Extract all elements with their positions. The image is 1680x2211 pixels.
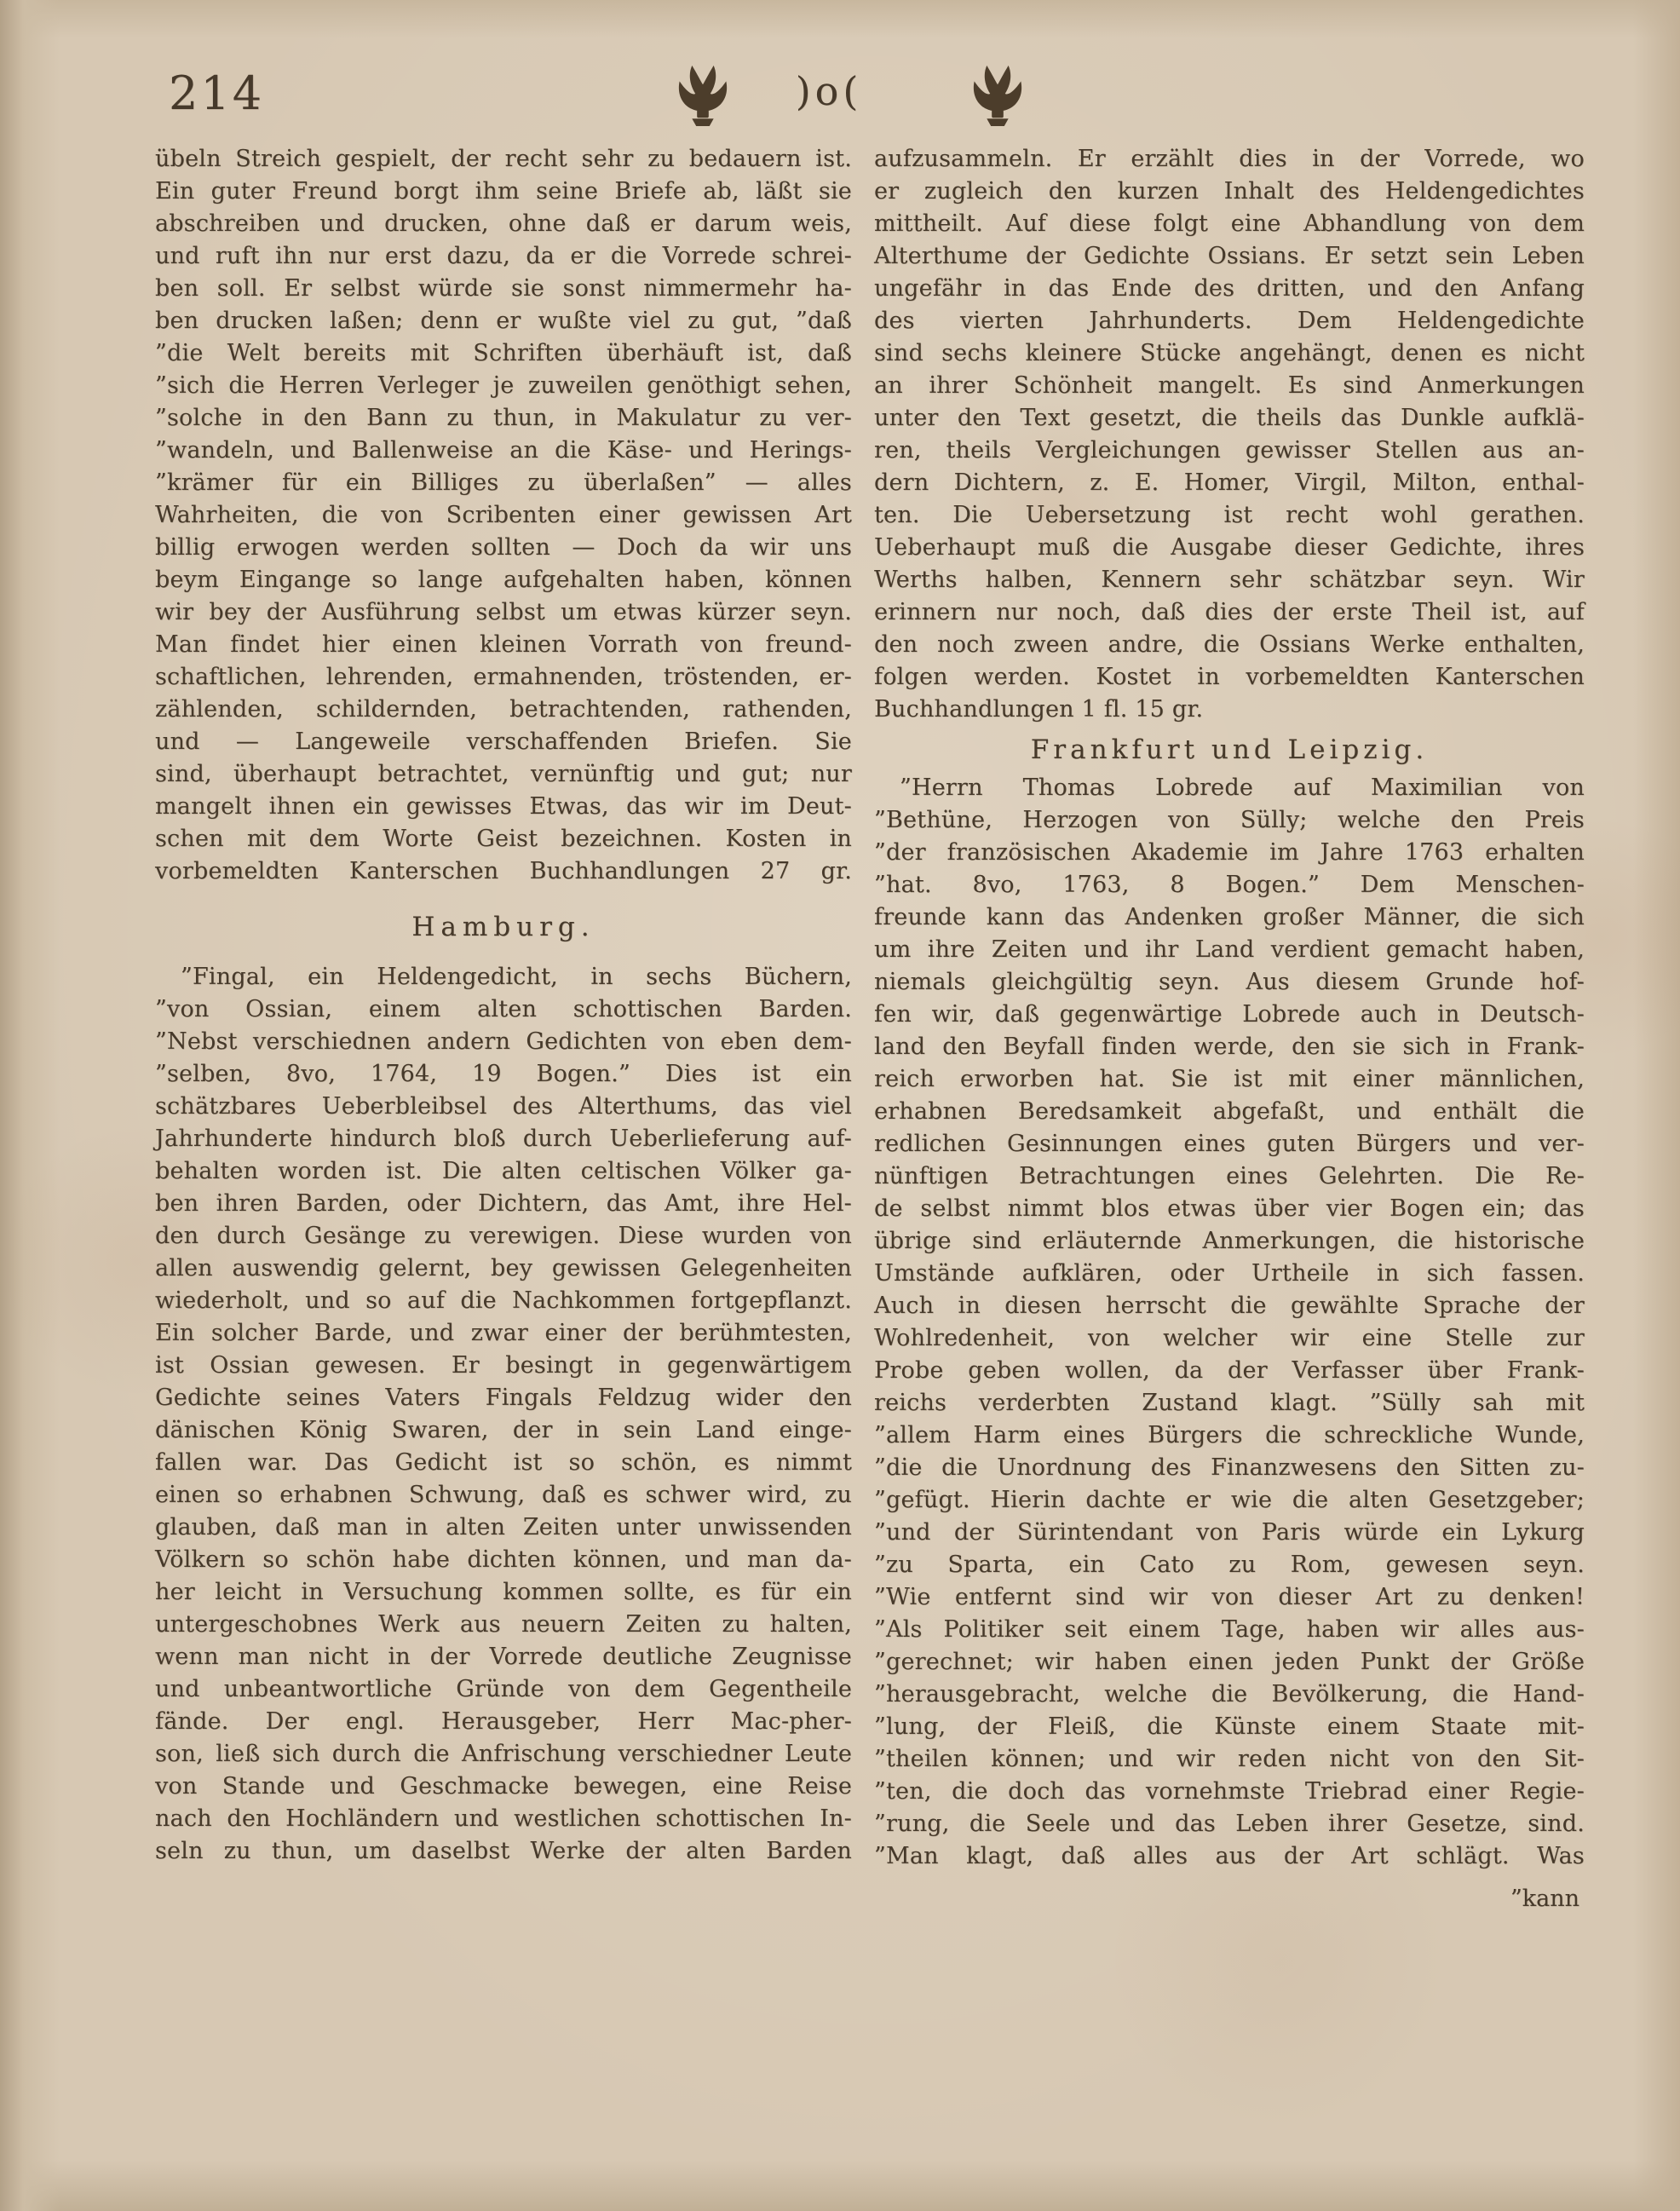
text-line: von Stande und Geschmacke bewegen, eine Reise [155, 1773, 852, 1799]
left-column [155, 143, 852, 1868]
text-line: ”sich die Herren Verleger je zuweilen genöthigt sehen, [155, 372, 852, 399]
text-line: redlichen Gesinnungen eines guten Bürgers und ver- [874, 1131, 1585, 1157]
text-line: unter den Text gesetzt, die theils das Dunkle aufklä- [874, 405, 1585, 431]
text-line: ”gefügt. Hierin dachte er wie die alten Gesetzgeber; [874, 1487, 1585, 1513]
text-line: schen mit dem Worte Geist bezeichnen. Kosten in [155, 826, 852, 852]
text-line: niemals gleichgültig seyn. Aus diesem Grunde hof- [874, 969, 1585, 995]
text-line: ben soll. Er selbst würde sie sonst nimmermehr ha- [155, 275, 852, 302]
text-line: folgen werden. Kostet in vorbemeldten Kanterschen [874, 664, 1585, 690]
text-line: ”von Ossian, einem alten schottischen Barden. [155, 996, 852, 1022]
text-line: aufzusammeln. Er erzählt dies in der Vorrede, wo [874, 146, 1585, 172]
text-line: Ueberhaupt muß die Ausgabe dieser Gedichte, ihres [874, 534, 1585, 561]
text-line: fallen war. Das Gedicht ist so schön, es nimmt [155, 1449, 852, 1476]
text-line: billig erwogen werden sollten — Doch da wir uns [155, 534, 852, 561]
text-line: sind, überhaupt betrachtet, vernünftig und gut; nur [155, 761, 852, 787]
paragraph [874, 143, 1585, 726]
text-line: seln zu thun, um daselbst Werke der alten Barden [155, 1838, 852, 1864]
text-line: erhabnen Beredsamkeit abgefaßt, und enthält die [874, 1098, 1585, 1125]
paragraph [874, 772, 1585, 1873]
right-column [874, 143, 1585, 1915]
text-line: schaftlichen, lehrenden, ermahnenden, tröstenden, er- [155, 664, 852, 690]
text-line: Man findet hier einen kleinen Vorrath von freund- [155, 631, 852, 658]
text-line: ”Als Politiker seit einem Tage, haben wir alles aus- [874, 1616, 1585, 1643]
text-line: reich erworben hat. Sie ist mit einer männlichen, [874, 1066, 1585, 1092]
text-line: Wahrheiten, die von Scribenten einer gewissen Art [155, 502, 852, 528]
text-line: ben drucken laßen; denn er wußte viel zu gut, ”daß [155, 308, 852, 334]
text-line: de selbst nimmt blos etwas über vier Bogen ein; das [874, 1195, 1585, 1222]
text-line: übrige sind erläuternde Anmerkungen, die historische [874, 1228, 1585, 1254]
shell-ornament-icon [670, 58, 736, 131]
text-line: ”zu Sparta, ein Cato zu Rom, gewesen seyn. [874, 1552, 1585, 1578]
text-line: einen so erhabnen Schwung, daß es schwer wird, zu [155, 1482, 852, 1508]
text-line: Probe geben wollen, da der Verfasser über Frank- [874, 1357, 1585, 1384]
text-line: ”Man klagt, daß alles aus der Art schlägt. Was [874, 1843, 1585, 1869]
text-line: ”die Welt bereits mit Schriften überhäuft ist, daß [155, 340, 852, 366]
text-line: ”Nebst verschiednen andern Gedichten von eben dem- [155, 1028, 852, 1055]
text-line: den durch Gesänge zu verewigen. Diese wurden von [155, 1223, 852, 1249]
text-line: untergeschobnes Werk aus neuern Zeiten zu halten, [155, 1611, 852, 1638]
text-line: ”lung, der Fleiß, die Künste einem Staate mit- [874, 1713, 1585, 1740]
text-line: ten. Die Uebersetzung ist recht wohl gerathen. [874, 502, 1585, 528]
text-line: mittheilt. Auf diese folgt eine Abhandlung von dem [874, 210, 1585, 237]
text-line: land den Beyfall finden werde, den sie sich in Frank- [874, 1034, 1585, 1060]
text-line: ”hat. 8vo, 1763, 8 Bogen.” Dem Menschen- [874, 872, 1585, 898]
text-line: Alterthume der Gedichte Ossians. Er setzt sein Leben [874, 243, 1585, 269]
text-line: ist Ossian gewesen. Er besingt in gegenwärtigem [155, 1352, 852, 1379]
text-line: und — Langeweile verschaffenden Briefen. Sie [155, 728, 852, 755]
text-line: Werths halben, Kennern sehr schätzbar seyn. Wir [874, 567, 1585, 593]
text-line: nünftigen Betrachtungen eines Gelehrten. Die Re- [874, 1163, 1585, 1189]
text-line: nach den Hochländern und westlichen schottischen In- [155, 1805, 852, 1832]
text-line: dern Dichtern, z. E. Homer, Virgil, Milton, enthal- [874, 469, 1585, 496]
text-line: ”ten, die doch das vornehmste Triebrad einer Regie- [874, 1778, 1585, 1805]
text-line: ”Fingal, ein Heldengedicht, in sechs Büchern, [181, 964, 852, 990]
text-line: Umstände aufklären, oder Urtheile in sich fassen. [874, 1260, 1585, 1287]
text-line: Ein solcher Barde, und zwar einer der berühmtesten, [155, 1320, 852, 1346]
text-line: vorbemeldten Kanterschen Buchhandlungen 27 gr. [155, 858, 852, 884]
text-line: um ihre Zeiten und ihr Land verdient gemacht haben, [874, 936, 1585, 963]
text-line: wiederholt, und so auf die Nachkommen fortgepflanzt. [155, 1287, 852, 1314]
text-line: behalten worden ist. Die alten celtischen Völker ga- [155, 1158, 852, 1184]
paragraph [155, 961, 852, 1868]
text-line: ”solche in den Bann zu thun, in Makulatur zu ver- [155, 405, 852, 431]
text-line: fände. Der engl. Herausgeber, Herr Mac-pher- [155, 1708, 852, 1735]
text-line: ”Wie entfernt sind wir von dieser Art zu denken! [874, 1584, 1585, 1610]
text-line: mangelt ihnen ein gewisses Etwas, das wir im Deut- [155, 793, 852, 820]
text-line: ”Herrn Thomas Lobrede auf Maximilian von [900, 774, 1585, 801]
text-line: wenn man nicht in der Vorrede deutliche Zeugnisse [155, 1644, 852, 1670]
text-line: schätzbares Ueberbleibsel des Alterthums, das viel [155, 1093, 852, 1120]
text-line: übeln Streich gespielt, der recht sehr zu bedauern ist. [155, 146, 852, 172]
signature-mark: )o( [795, 68, 863, 114]
text-line: ben ihren Barden, oder Dichtern, das Amt, ihre Hel- [155, 1190, 852, 1217]
text-line: ”theilen können; und wir reden nicht von den Sit- [874, 1746, 1585, 1772]
text-line: glauben, daß man in alten Zeiten unter unwissenden [155, 1514, 852, 1540]
text-line: den noch zween andre, die Ossians Werke enthalten, [874, 631, 1585, 658]
text-line: ”und der Sürintendant von Paris würde ein Lykurg [874, 1519, 1585, 1546]
text-line: ”Bethüne, Herzogen von Sülly; welche den Preis [874, 807, 1585, 833]
text-line: reichs verderbten Zustand klagt. ”Sülly sah mit [874, 1390, 1585, 1416]
text-line: Auch in diesen herrscht die gewählte Sprache der [874, 1293, 1585, 1319]
page-header [0, 0, 1680, 145]
text-line: abschreiben und drucken, ohne daß er darum weis, [155, 210, 852, 237]
text-line: fen wir, daß gegenwärtige Lobrede auch in Deutsch- [874, 1001, 1585, 1028]
text-line: Wohlredenheit, von welcher wir eine Stelle zur [874, 1325, 1585, 1351]
text-line: ”der französischen Akademie im Jahre 1763 erhalten [874, 839, 1585, 866]
text-line: allen auswendig gelernt, bey gewissen Gelegenheiten [155, 1255, 852, 1281]
text-line: wir bey der Ausführung selbst um etwas kürzer seyn. [155, 599, 852, 625]
text-line: ”allem Harm eines Bürgers die schreckliche Wunde, [874, 1422, 1585, 1448]
text-line: Jahrhunderte hindurch bloß durch Ueberlieferung auf- [155, 1126, 852, 1152]
text-line: Ein guter Freund borgt ihm seine Briefe ab, läßt sie [155, 178, 852, 204]
text-line: an ihrer Schönheit mangelt. Es sind Anmerkungen [874, 372, 1585, 399]
text-line: sind sechs kleinere Stücke angehängt, denen es nicht [874, 340, 1585, 366]
text-line: ”die die Unordnung des Finanzwesens den Sitten zu- [874, 1454, 1585, 1481]
text-line: Gedichte seines Vaters Fingals Feldzug wider den [155, 1385, 852, 1411]
text-line: des vierten Jahrhunderts. Dem Heldengedichte [874, 308, 1585, 334]
catchword: ”kann [1510, 1886, 1579, 1912]
page-number: 214 [169, 66, 265, 120]
text-line: ”krämer für ein Billiges zu überlaßen” — alles [155, 469, 852, 496]
text-line: zählenden, schildernden, betrachtenden, rathenden, [155, 696, 852, 723]
text-line: beym Eingange so lange aufgehalten haben, können [155, 567, 852, 593]
paragraph [155, 143, 852, 888]
text-line: ren, theils Vergleichungen gewisser Stellen aus an- [874, 437, 1585, 464]
text-line: ”selben, 8vo, 1764, 19 Bogen.” Dies ist ein [155, 1061, 852, 1087]
text-line: freunde kann das Andenken großer Männer, die sich [874, 904, 1585, 930]
text-line: dänischen König Swaren, der in sein Land einge- [155, 1417, 852, 1443]
text-line: Buchhandlungen 1 fl. 15 gr. [874, 696, 1204, 723]
text-line: son, ließ sich durch die Anfrischung verschiedner Leute [155, 1741, 852, 1767]
shell-ornament-icon [964, 58, 1031, 131]
section-heading-frankfurt-leipzig: Frankfurt und Leipzig. [1030, 734, 1429, 765]
text-line: ungefähr in das Ende des dritten, und den Anfang [874, 275, 1585, 302]
text-line: her leicht in Versuchung kommen sollte, es für ein [155, 1579, 852, 1605]
text-line: und ruft ihn nur erst dazu, da er die Vorrede schrei- [155, 243, 852, 269]
text-line: ”gerechnet; wir haben einen jeden Punkt der Größe [874, 1649, 1585, 1675]
text-line: erinnern nur noch, daß dies der erste Theil ist, auf [874, 599, 1585, 625]
section-heading-hamburg: Hamburg. [411, 912, 595, 942]
text-line: ”wandeln, und Ballenweise an die Käse- und Herings- [155, 437, 852, 464]
text-line: ”herausgebracht, welche die Bevölkerung, die Hand- [874, 1681, 1585, 1707]
text-line: ”rung, die Seele und das Leben ihrer Gesetze, sind. [874, 1811, 1585, 1837]
text-line: Völkern so schön habe dichten können, und man da- [155, 1546, 852, 1573]
text-line: er zugleich den kurzen Inhalt des Heldengedichtes [874, 178, 1585, 204]
text-line: und unbeantwortliche Gründe von dem Gegentheile [155, 1676, 852, 1702]
